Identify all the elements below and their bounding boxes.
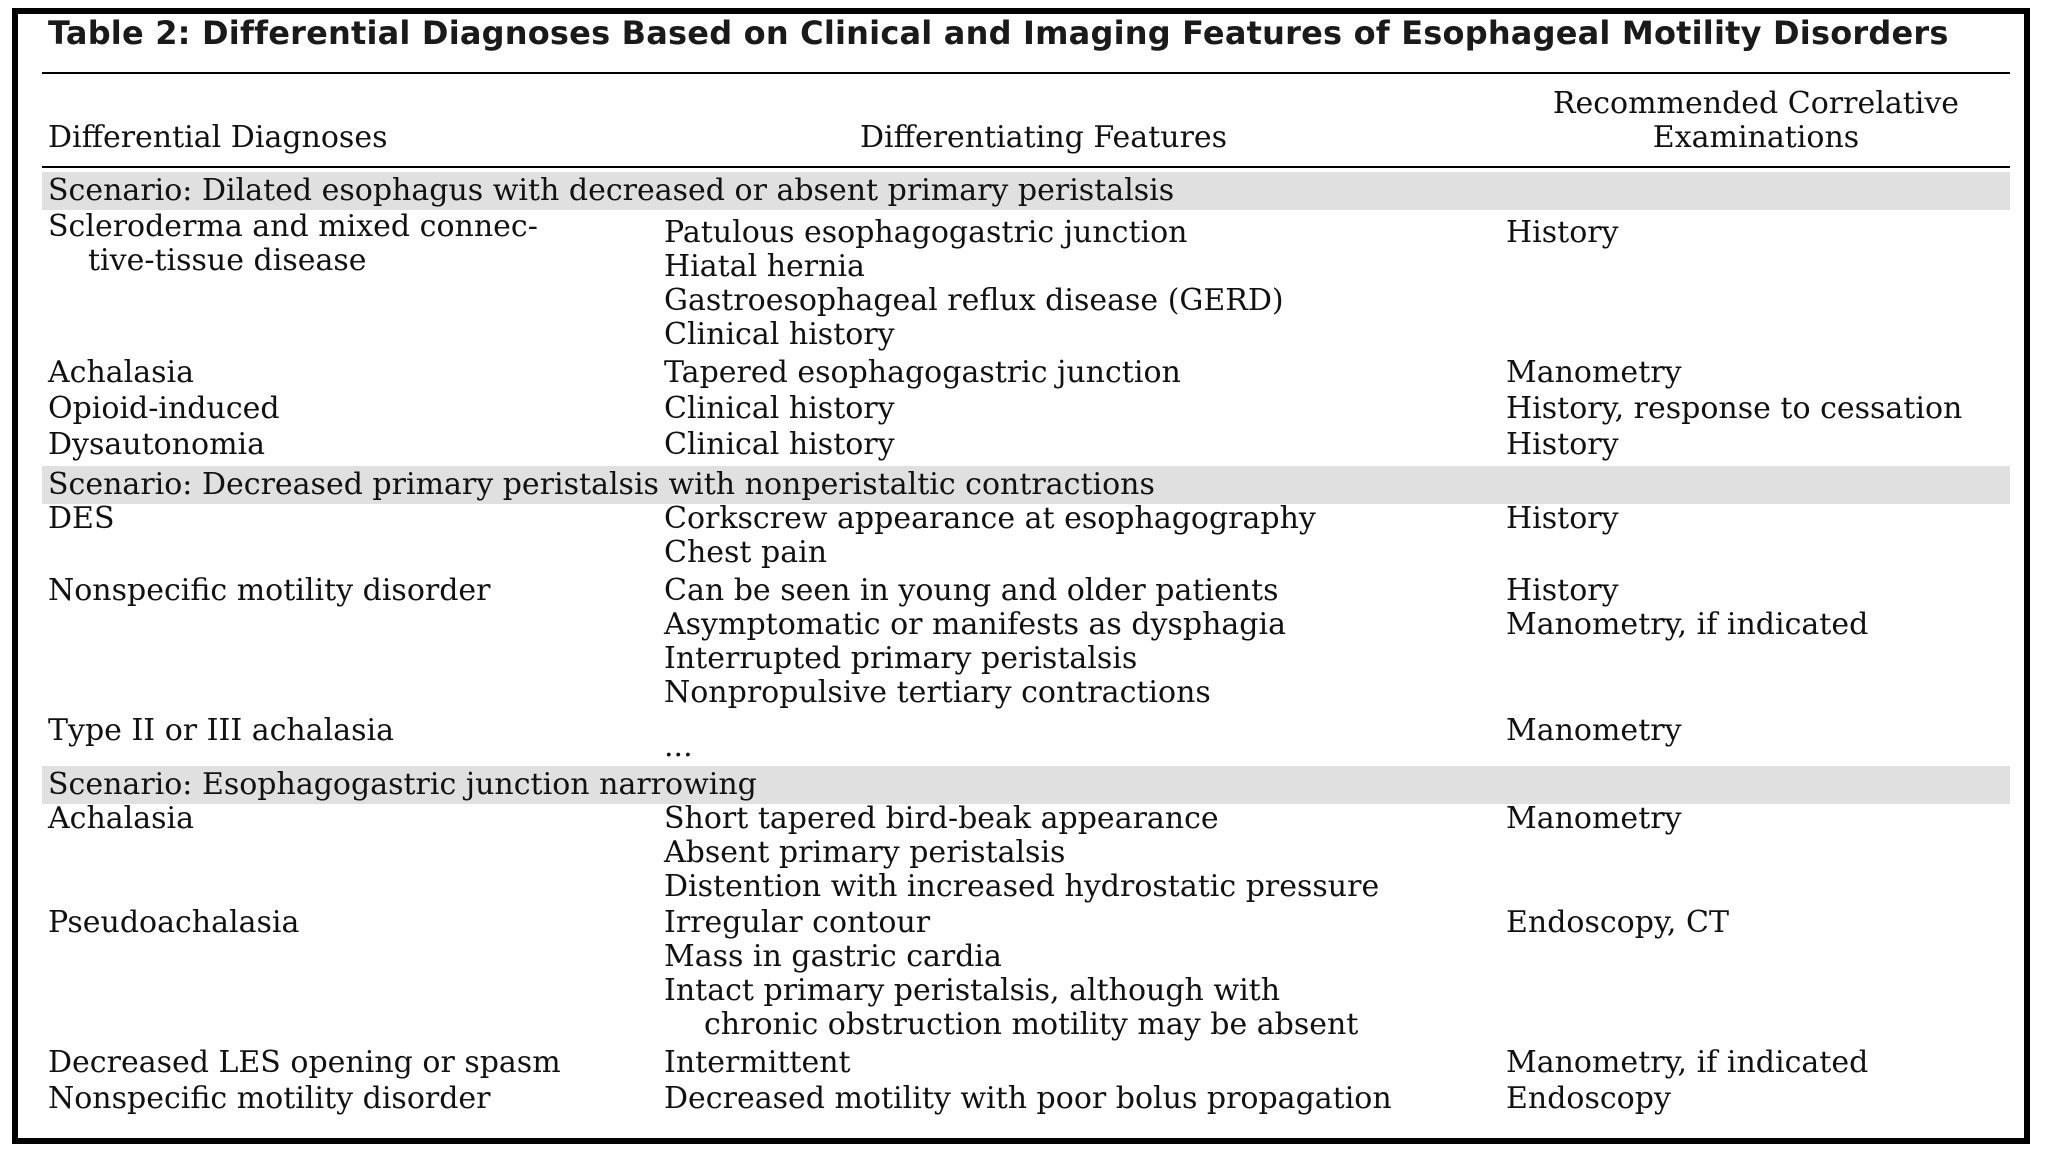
feature-line: Short tapered bird-beak appearance: [664, 801, 1219, 836]
exam-cell: [1506, 392, 2026, 426]
exam-line: History: [1506, 427, 1619, 462]
diagnosis-line: DES: [48, 501, 115, 536]
exam-line: History, response to cessation: [1506, 391, 1963, 426]
diagnosis-line: Opioid-induced: [48, 391, 280, 426]
feature-line: Gastroesophageal reflux disease (GERD): [664, 283, 1284, 318]
feature-line: ...: [664, 729, 693, 764]
diagnosis-line: Decreased LES opening or spasm: [48, 1045, 561, 1080]
exam-line: Endoscopy, CT: [1506, 905, 1729, 940]
header-differentiating-features: Differentiating Features: [860, 120, 1228, 155]
feature-line: Decreased motility with poor bolus propagation: [664, 1081, 1392, 1116]
exam-line: Endoscopy: [1506, 1081, 1671, 1116]
exam-line: History: [1506, 501, 1619, 536]
exam-cell: [1506, 802, 2026, 836]
diagnosis-cell: [48, 906, 658, 940]
feature-line: Clinical history: [664, 317, 895, 352]
scenario-band: [42, 172, 2010, 210]
diagnosis-cell: [48, 574, 658, 608]
scenario-label: Scenario: Dilated esophagus with decreased or absent primary peristalsis: [48, 173, 1175, 208]
feature-line: Distention with increased hydrostatic pressure: [664, 869, 1380, 904]
diagnosis-line: Pseudoachalasia: [48, 905, 300, 940]
table-title: Table 2: Differential Diagnoses Based on Clinical and Imaging Features of Esophageal Motility Disorders: [48, 14, 1949, 52]
exam-cell: [1506, 428, 2026, 462]
feature-line: Clinical history: [664, 427, 895, 462]
title-rule: [42, 72, 2010, 74]
diagnosis-line: Achalasia: [48, 355, 195, 390]
scenario-label: Scenario: Esophagogastric junction narrowing: [48, 767, 757, 802]
scenario-band: [42, 466, 2010, 504]
diagnosis-line: tive-tissue disease: [88, 243, 367, 278]
diagnosis-cell: [48, 210, 658, 278]
features-cell: [664, 502, 1504, 570]
features-cell: [664, 802, 1504, 904]
exam-cell: [1506, 1046, 2026, 1080]
feature-line: Hiatal hernia: [664, 249, 865, 284]
exam-cell: [1506, 1082, 2026, 1116]
feature-line: Mass in gastric cardia: [664, 939, 1002, 974]
diagnosis-cell: [48, 502, 658, 536]
features-cell: [664, 906, 1504, 1042]
features-cell: [664, 428, 1504, 462]
diagnosis-cell: [48, 1082, 658, 1116]
exam-cell: [1506, 502, 2026, 536]
diagnosis-cell: [48, 714, 658, 748]
diagnosis-line: Achalasia: [48, 801, 195, 836]
exam-cell: [1506, 216, 2026, 250]
features-cell: [664, 574, 1504, 710]
features-cell: [664, 1046, 1504, 1080]
header-recommended-line2: Examinations: [1652, 120, 1860, 155]
feature-line: Asymptomatic or manifests as dysphagia: [664, 607, 1286, 642]
diagnosis-line: Scleroderma and mixed connec-: [48, 209, 538, 244]
exam-line: History: [1506, 215, 1619, 250]
diagnosis-cell: [48, 428, 658, 462]
feature-line: Clinical history: [664, 391, 895, 426]
header-rule: [42, 166, 2010, 168]
exam-line: Manometry: [1506, 355, 1682, 390]
feature-line: Nonpropulsive tertiary contractions: [664, 675, 1211, 710]
diagnosis-cell: [48, 392, 658, 426]
features-cell: [664, 392, 1504, 426]
exam-line: History: [1506, 573, 1619, 608]
features-cell: [664, 356, 1504, 390]
exam-line: Manometry, if indicated: [1506, 607, 1869, 642]
diagnosis-line: Type II or III achalasia: [48, 713, 394, 748]
exam-line: Manometry: [1506, 801, 1682, 836]
exam-cell: [1506, 356, 2026, 390]
diagnosis-line: Nonspecific motility disorder: [48, 1081, 491, 1116]
feature-line: Irregular contour: [664, 905, 931, 940]
diagnosis-cell: [48, 1046, 658, 1080]
exam-line: Manometry: [1506, 713, 1682, 748]
exam-cell: [1506, 906, 2026, 940]
diagnosis-cell: [48, 802, 658, 836]
features-cell: [664, 730, 1504, 764]
feature-line: Can be seen in young and older patients: [664, 573, 1279, 608]
features-cell: [664, 216, 1504, 352]
header-recommended-line1: Recommended Correlative: [1552, 86, 1960, 121]
feature-line: Patulous esophagogastric junction: [664, 215, 1188, 250]
feature-line: Intact primary peristalsis, although with: [664, 973, 1281, 1008]
diagnosis-cell: [48, 356, 658, 390]
scenario-band: [42, 766, 2010, 804]
header-differential-diagnoses: Differential Diagnoses: [48, 120, 388, 155]
feature-line: Corkscrew appearance at esophagography: [664, 501, 1316, 536]
features-cell: [664, 1082, 1504, 1116]
feature-line: Interrupted primary peristalsis: [664, 641, 1138, 676]
feature-line: Chest pain: [664, 535, 828, 570]
diagnosis-line: Dysautonomia: [48, 427, 266, 462]
diagnosis-line: Nonspecific motility disorder: [48, 573, 491, 608]
exam-line: Manometry, if indicated: [1506, 1045, 1869, 1080]
exam-cell: [1506, 574, 2026, 642]
scenario-label: Scenario: Decreased primary peristalsis with nonperistaltic contractions: [48, 467, 1155, 502]
feature-line: Tapered esophagogastric junction: [664, 355, 1181, 390]
feature-line: Intermittent: [664, 1045, 851, 1080]
feature-line: chronic obstruction motility may be absent: [704, 1007, 1359, 1042]
feature-line: Absent primary peristalsis: [664, 835, 1066, 870]
exam-cell: [1506, 714, 2026, 748]
